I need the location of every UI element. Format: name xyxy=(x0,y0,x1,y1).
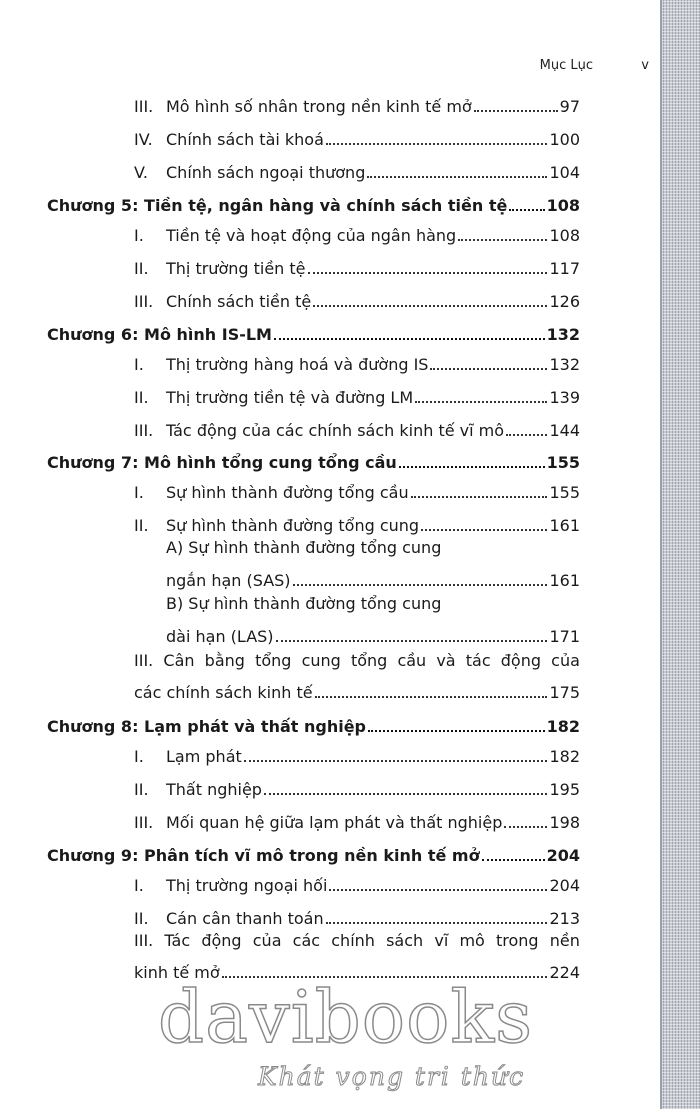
toc-entry[interactable] xyxy=(134,152,580,182)
entry-number: I. xyxy=(134,225,144,245)
entry-page: 195 xyxy=(549,779,580,799)
toc-chapter-9[interactable] xyxy=(47,835,580,865)
dot-leader xyxy=(293,584,548,586)
entry-page: 155 xyxy=(549,482,580,502)
chapter-label: Chương 9: Phân tích vĩ mô trong nền kinh tế mở xyxy=(47,845,480,865)
entry-label: Chính sách tài khoá xyxy=(166,129,324,149)
entry-page: 198 xyxy=(549,812,580,832)
toc-entry[interactable] xyxy=(134,215,580,245)
header-title: Mục Lục xyxy=(539,58,593,73)
entry-label: Thị trường tiền tệ và đường LM xyxy=(166,387,414,407)
word: của xyxy=(252,931,282,950)
chapter-page: 182 xyxy=(546,716,580,736)
dot-leader xyxy=(509,209,544,211)
entry-number: IV. xyxy=(134,129,153,149)
entry-number: III. xyxy=(134,420,154,440)
entry-label: Thị trường ngoại hối xyxy=(166,875,328,895)
chapter-label: Chương 6: Mô hình IS-LM xyxy=(47,324,272,344)
entry-number: II. xyxy=(134,387,149,407)
entry-label: Sự hình thành đường tổng cung xyxy=(166,515,420,535)
dot-leader xyxy=(329,889,547,891)
header-page-number: v xyxy=(641,58,649,73)
toc-entry[interactable] xyxy=(134,248,580,278)
dot-leader xyxy=(326,143,548,145)
entry-label: Mối quan hệ giữa lạm phát và thất nghiệp xyxy=(166,812,503,832)
entry-page: 139 xyxy=(549,387,580,407)
word: bằng xyxy=(204,651,245,670)
entry-label: kinh tế mở xyxy=(134,962,220,982)
watermark-tagline: Khát vọng tri thức xyxy=(258,1062,526,1091)
dot-leader xyxy=(276,640,548,642)
toc-entry[interactable] xyxy=(134,86,580,116)
dot-leader xyxy=(315,696,548,698)
dot-leader xyxy=(308,272,548,274)
entry-page: 126 xyxy=(549,291,580,311)
entry-label: Thất nghiệp xyxy=(166,779,262,799)
entry-label: Thị trường hàng hoá và đường IS xyxy=(166,354,429,374)
word: động xyxy=(500,651,542,670)
entry-number: V. xyxy=(134,162,148,182)
toc-entry[interactable] xyxy=(134,672,580,702)
chapter-page: 204 xyxy=(546,845,580,865)
entry-label: Mô hình số nhân trong nền kinh tế mở xyxy=(166,96,472,116)
chapter-label: Chương 5: Tiền tệ, ngân hàng và chính sách tiền tệ xyxy=(47,195,508,215)
word: nền xyxy=(549,931,580,950)
toc-chapter-7[interactable] xyxy=(47,442,580,472)
entry-number: III. xyxy=(134,291,154,311)
dot-leader xyxy=(244,760,548,762)
toc-entry[interactable] xyxy=(134,769,580,799)
dot-leader xyxy=(458,239,547,241)
toc-entry[interactable] xyxy=(134,898,580,928)
entry-page: 204 xyxy=(549,875,580,895)
entry-number: I. xyxy=(134,875,144,895)
toc-entry[interactable] xyxy=(134,377,580,407)
entry-page: 175 xyxy=(549,682,580,702)
entry-label: Chính sách tiền tệ xyxy=(166,291,312,311)
toc-entry[interactable] xyxy=(134,281,580,311)
entry-page: 213 xyxy=(549,908,580,928)
word: sách xyxy=(386,931,424,950)
word: tác xyxy=(465,651,491,670)
dot-leader xyxy=(264,793,547,795)
dot-leader xyxy=(430,368,547,370)
entry-page: 182 xyxy=(549,746,580,766)
dot-leader xyxy=(326,922,548,924)
toc-chapter-5[interactable] xyxy=(47,185,580,215)
dot-leader xyxy=(411,496,548,498)
entry-number: II. xyxy=(134,779,149,799)
entry-number: II. xyxy=(134,515,149,535)
entry-page: 104 xyxy=(549,162,580,182)
dot-leader xyxy=(399,466,545,468)
dot-leader xyxy=(421,529,547,531)
entry-number: I. xyxy=(134,354,144,374)
toc-subentry[interactable] xyxy=(166,560,580,590)
word: Cân xyxy=(163,651,195,670)
entry-page: 117 xyxy=(549,258,580,278)
word: chính xyxy=(331,931,375,950)
word: trong xyxy=(495,931,539,950)
toc-entry[interactable] xyxy=(134,865,580,895)
page-edge-strip xyxy=(660,0,700,1109)
toc-entry[interactable] xyxy=(134,505,580,535)
chapter-label: Chương 7: Mô hình tổng cung tổng cầu xyxy=(47,452,397,472)
dot-leader xyxy=(474,110,558,112)
entry-page: 100 xyxy=(549,129,580,149)
word: và xyxy=(436,651,456,670)
toc-entry[interactable] xyxy=(134,410,580,440)
entry-label: Tiền tệ và hoạt động của ngân hàng xyxy=(166,225,457,245)
chapter-page: 132 xyxy=(546,324,580,344)
entry-label: Chính sách ngoại thương xyxy=(166,162,366,182)
entry-label: Cán cân thanh toán xyxy=(166,908,324,928)
toc-entry[interactable] xyxy=(134,736,580,766)
entry-label: các chính sách kinh tế xyxy=(134,682,313,702)
running-header xyxy=(0,58,655,78)
dot-leader xyxy=(368,730,545,732)
entry-label: Tác động của các chính sách kinh tế vĩ mô xyxy=(166,420,505,440)
chapter-label: Chương 8: Lạm phát và thất nghiệp xyxy=(47,716,366,736)
entry-page: 97 xyxy=(559,96,580,116)
entry-number: I. xyxy=(134,746,144,766)
entry-number: II. xyxy=(134,908,149,928)
entry-label: Thị trường tiền tệ xyxy=(166,258,306,278)
toc-entry[interactable] xyxy=(134,802,580,832)
entry-page: 132 xyxy=(549,354,580,374)
entry-label: Sự hình thành đường tổng cầu xyxy=(166,482,409,502)
word: cầu xyxy=(397,651,427,670)
word: mô xyxy=(459,931,485,950)
watermark-logo: davibooks xyxy=(158,975,534,1059)
toc-chapter-6[interactable] xyxy=(47,314,580,344)
toc-chapter-8[interactable] xyxy=(47,706,580,736)
toc-subentry[interactable] xyxy=(166,616,580,646)
dot-leader xyxy=(367,176,547,178)
entry-page: 224 xyxy=(549,962,580,982)
entry-page: 171 xyxy=(549,626,580,646)
entry-label: dài hạn (LAS) xyxy=(166,626,274,646)
word: tổng xyxy=(255,651,292,670)
toc-entry[interactable] xyxy=(134,472,580,502)
subsection-b-line1: B) Sự hình thành đường tổng cung xyxy=(166,594,442,613)
word: của xyxy=(551,651,580,670)
word: các xyxy=(292,931,321,950)
word: vĩ xyxy=(434,931,449,950)
entry-page: 144 xyxy=(549,420,580,440)
dot-leader xyxy=(313,305,547,307)
chapter-page: 155 xyxy=(546,452,580,472)
dot-leader xyxy=(482,859,545,861)
dot-leader xyxy=(415,401,547,403)
word: cung xyxy=(301,651,341,670)
dot-leader xyxy=(506,434,547,436)
word: III. xyxy=(134,931,154,950)
chapter-page: 108 xyxy=(546,195,580,215)
toc-entry[interactable] xyxy=(134,344,580,374)
dot-leader xyxy=(274,338,545,340)
entry-label: ngắn hạn (SAS) xyxy=(166,570,291,590)
entry-page: 161 xyxy=(549,515,580,535)
entry-label: Lạm phát xyxy=(166,746,242,766)
entry-number: III. xyxy=(134,96,154,116)
entry-number: II. xyxy=(134,258,149,278)
dot-leader xyxy=(504,826,547,828)
word: III. xyxy=(134,651,154,670)
toc-entry[interactable] xyxy=(134,119,580,149)
entry-number: III. xyxy=(134,812,154,832)
entry-page: 161 xyxy=(549,570,580,590)
entry-page: 108 xyxy=(549,225,580,245)
word: Tác xyxy=(164,931,191,950)
word: tổng xyxy=(350,651,388,670)
subsection-a-line1: A) Sự hình thành đường tổng cung xyxy=(166,538,442,557)
word: động xyxy=(201,931,242,950)
entry-number: I. xyxy=(134,482,144,502)
